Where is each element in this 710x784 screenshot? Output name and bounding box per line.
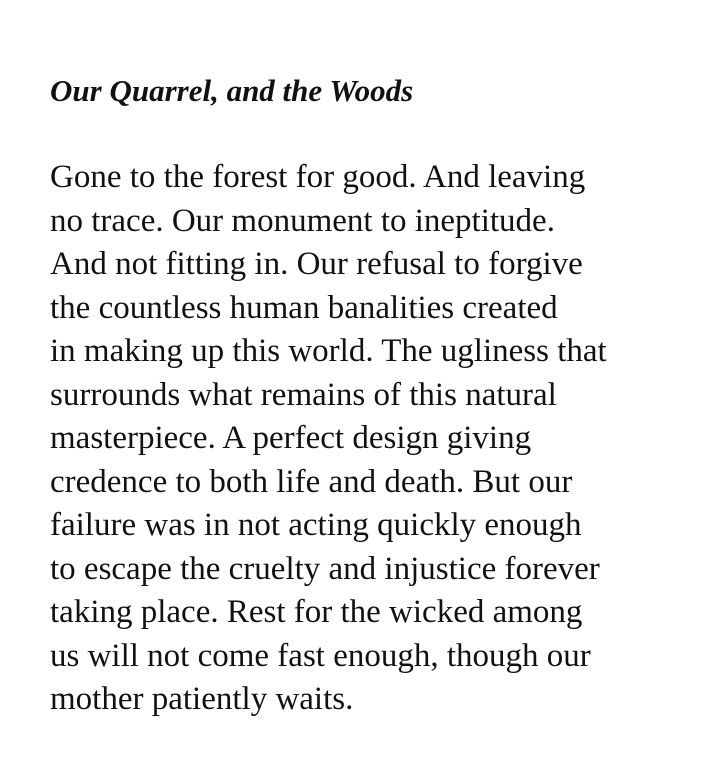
poem-line: no trace. Our monument to ineptitude. <box>50 202 555 239</box>
poem-line: us will not come fast enough, though our <box>50 637 591 674</box>
poem-line: surrounds what remains of this natural <box>50 376 557 413</box>
poem-line: credence to both life and death. But our <box>50 463 573 500</box>
poem-line: mother patiently waits. <box>50 681 354 717</box>
poem-line: the countless human banalities created <box>50 289 558 326</box>
poem-line: to escape the cruelty and injustice forever <box>50 550 600 587</box>
poem-title: Our Quarrel, and the Woods <box>50 73 414 108</box>
poem-body <box>50 156 607 722</box>
poem-line: masterpiece. A perfect design giving <box>50 420 532 456</box>
poem-line: failure was in not acting quickly enough <box>50 507 582 543</box>
poem-line: And not fitting in. Our refusal to forgive <box>50 246 583 282</box>
poem-line: in making up this world. The ugliness that <box>50 333 607 369</box>
poem-line: taking place. Rest for the wicked among <box>50 594 583 630</box>
poem-line: Gone to the forest for good. And leaving <box>50 159 586 195</box>
